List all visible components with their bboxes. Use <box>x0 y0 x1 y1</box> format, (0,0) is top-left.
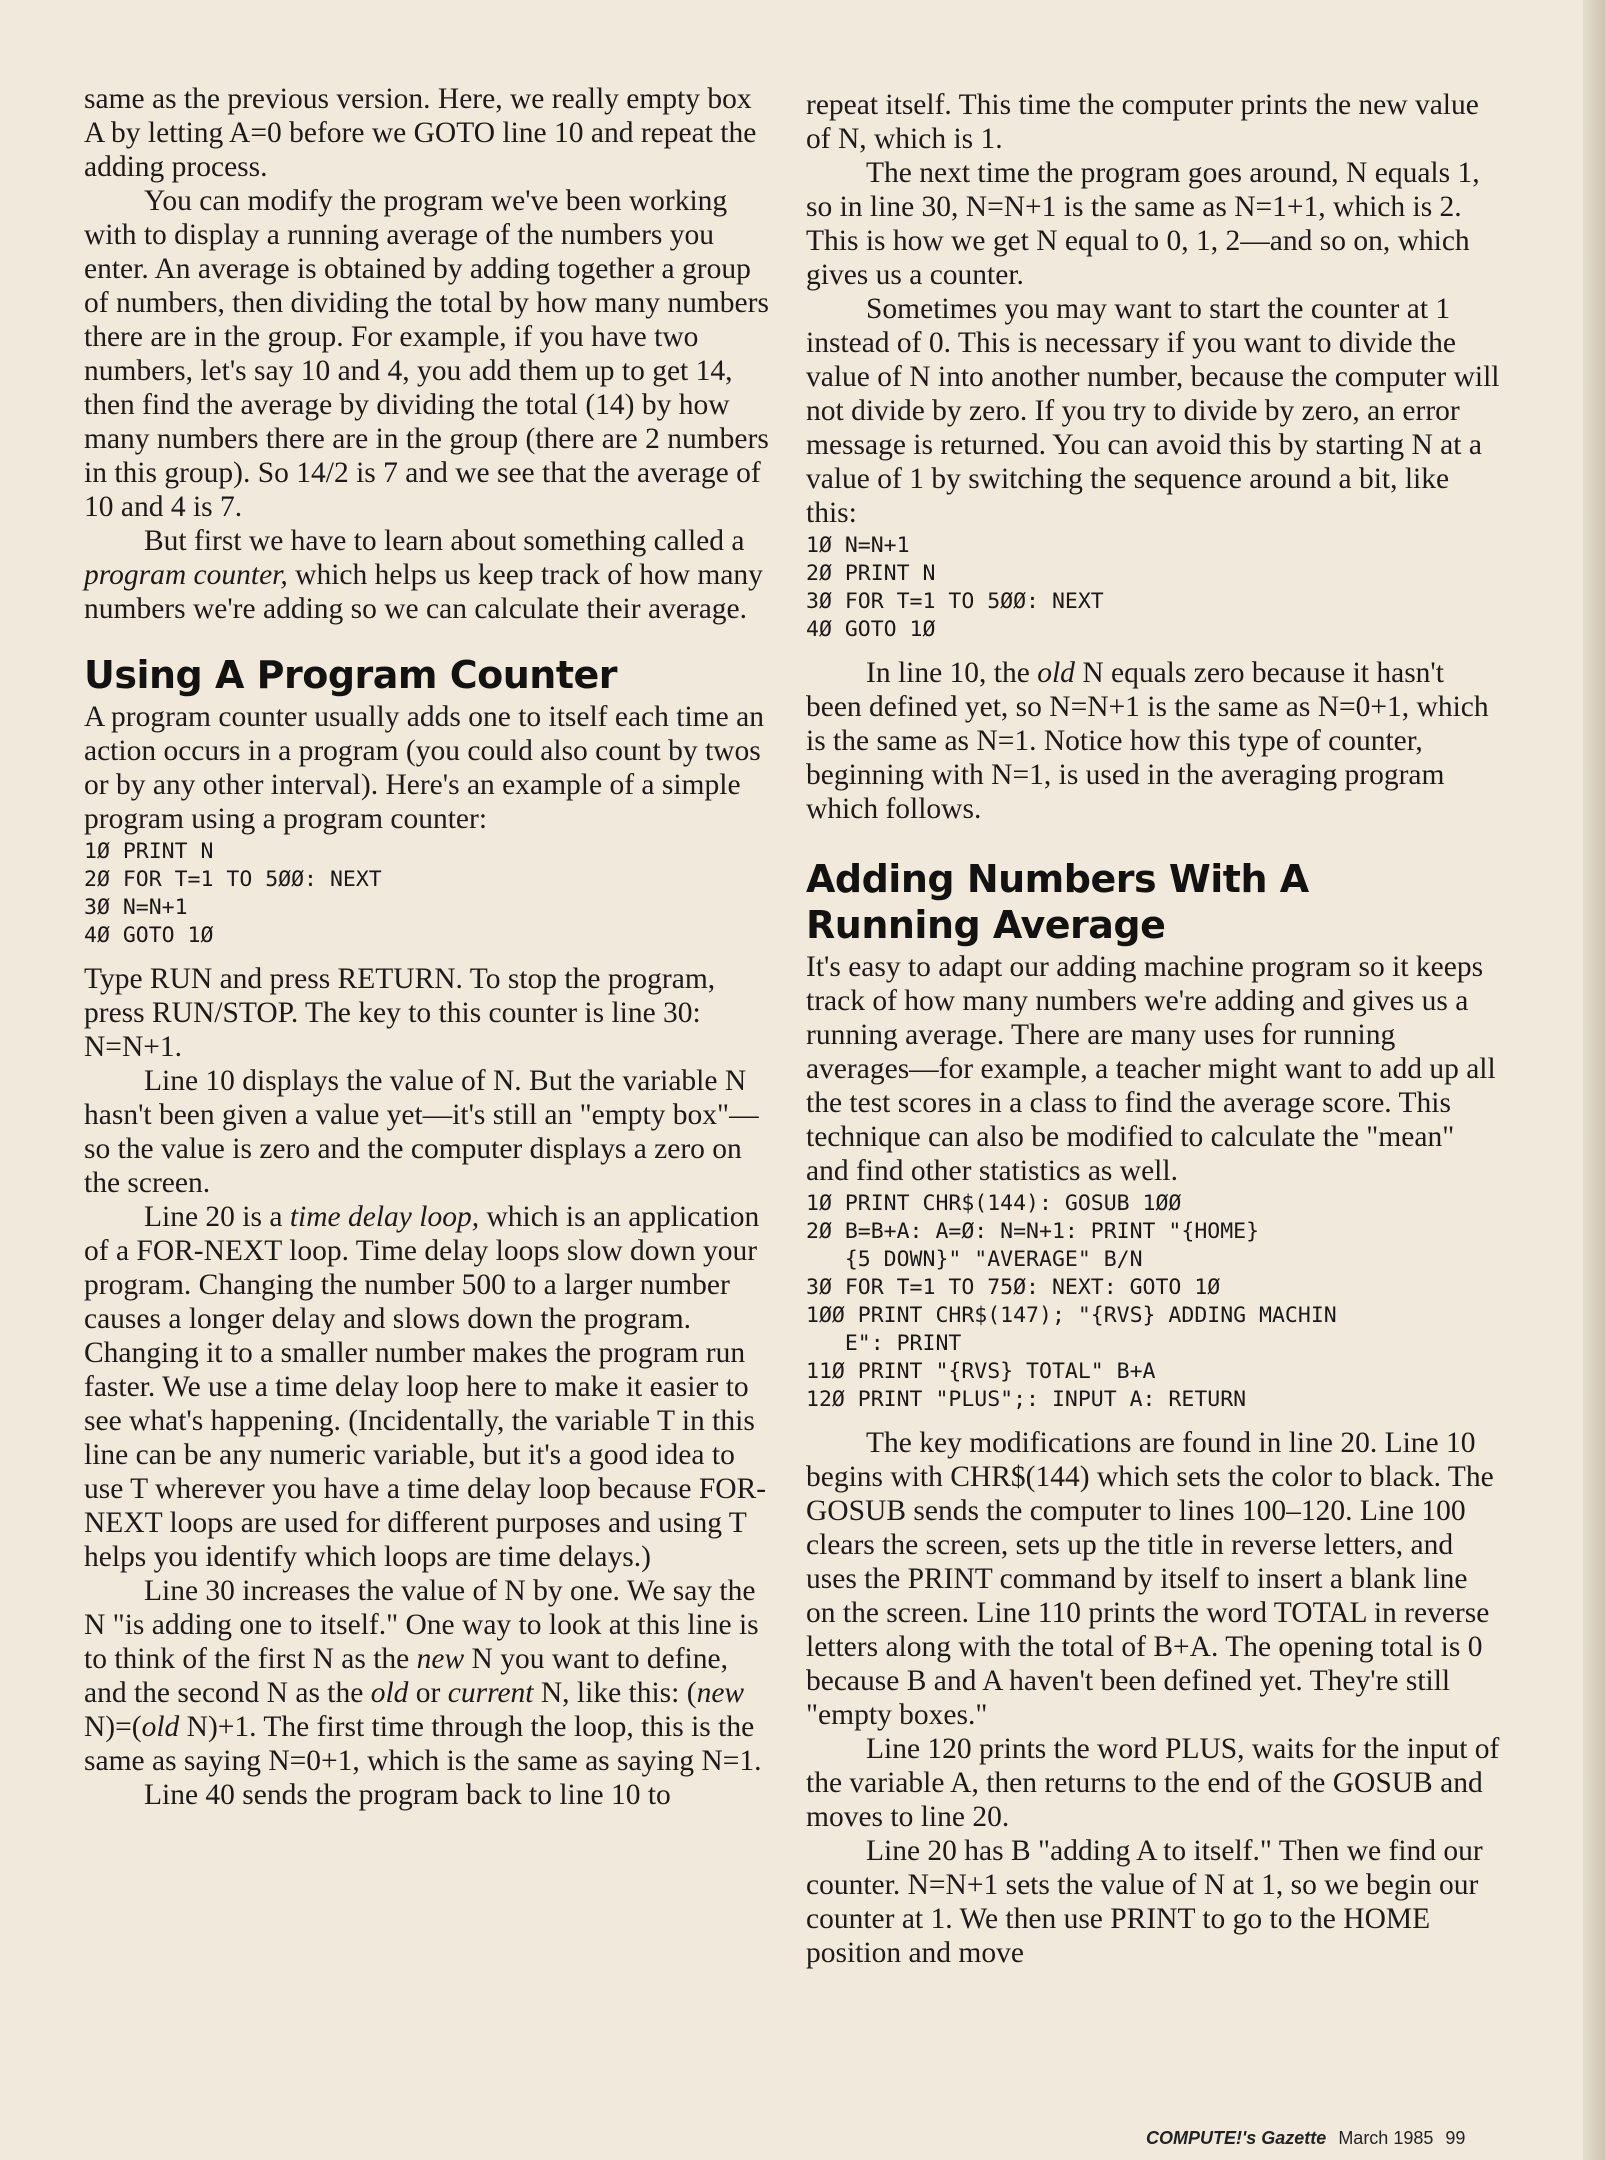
paragraph: same as the previous version. Here, we really empty box A by letting A=0 before we GOTO line 10 and repeat the adding process. <box>84 83 757 183</box>
paragraph: In line 10, the old N equals zero because it hasn't been defined yet, so N=N+1 is the same as N=0+1, which is the same as N=1. Notice how this type of counter, beginning with N=1, is used in the averaging program which follows. <box>806 657 1489 825</box>
paragraph: The next time the program goes around, N equals 1, so in line 30, N=N+1 is the same as N=1+1, which is 2. This is how we get N equal to 0, 1, 2—and so on, which gives us a counter. <box>806 157 1480 291</box>
paragraph: Sometimes you may want to start the counter at 1 instead of 0. This is necessary if you want to divide the value of N into another number, because the computer will not divide by zero. If you try to divide by zero, an error message is returned. You can avoid this by starting N at a value of 1 by switching the sequence around a bit, like this: <box>806 293 1500 529</box>
paragraph: Line 40 sends the program back to line 10 to <box>144 1779 671 1811</box>
magazine-name: COMPUTE!'s Gazette <box>1146 2128 1327 2148</box>
code-listing: 1Ø PRINT N 2Ø FOR T=1 TO 5ØØ: NEXT 3Ø N=N+1 4Ø GOTO 1Ø <box>84 839 382 948</box>
right-column <box>806 88 1500 1970</box>
paragraph: The key modifications are found in line 20. Line 10 begins with CHR$(144) which sets the color to black. The GOSUB sends the computer to lines 100–120. Line 100 clears the screen, sets up the title in reverse letters, and uses the PRINT command by itself to insert a blank line on the screen. Line 110 prints the word TOTAL in reverse letters along with the total of B+A. The opening total is 0 because B and A haven't been defined yet. They're still "empty boxes." <box>806 1427 1494 1731</box>
page-edge <box>1583 0 1605 2160</box>
paragraph: Line 120 prints the word PLUS, waits for the input of the variable A, then returns to the end of the GOSUB and moves to line 20. <box>806 1733 1500 1833</box>
paragraph: Line 20 has B "adding A to itself." Then we find our counter. N=N+1 sets the value of N at 1, so we begin our counter at 1. We then use PRINT to go to the HOME position and move <box>806 1835 1483 1969</box>
page-number: 99 <box>1445 2128 1466 2148</box>
paragraph: Line 30 increases the value of N by one. We say the N "is adding one to itself." One way to look at this line is to think of the first N as the new N you want to define, and the second N as the old or current N, like this: (new N)=(old N)+1. The first time through the loop, this is the same as saying N=0+1, which is the same as saying N=1. <box>84 1575 762 1777</box>
paragraph: A program counter usually adds one to itself each time an action occurs in a program (you could also count by twos or by any other interval). Here's an example of a simple program using a program counter: <box>84 701 764 835</box>
issue-date: March 1985 <box>1338 2128 1434 2148</box>
page-footer <box>1146 2128 1465 2149</box>
section-heading: Using A Program Counter <box>84 653 618 697</box>
paragraph: You can modify the program we've been working with to display a running average of the numbers you enter. An average is obtained by adding together a group of numbers, then dividing the total by how many numbers there are in the group. For example, if you have two numbers, let's say 10 and 4, you add them up to get 14, then find the average by dividing the total (14) by how many numbers there are in the group (there are 2 numbers in this group). So 14/2 is 7 and we see that the average of 10 and 4 is 7. <box>84 185 769 523</box>
paragraph: But first we have to learn about something called a program counter, which helps us keep track of how many numbers we're adding so we can calculate their average. <box>84 525 763 625</box>
paragraph: Line 10 displays the value of N. But the variable N hasn't been given a value yet—it's still an "empty box"—so the value is zero and the computer displays a zero on the screen. <box>84 1065 759 1199</box>
code-listing: 1Ø N=N+1 2Ø PRINT N 3Ø FOR T=1 TO 5ØØ: NEXT 4Ø GOTO 1Ø <box>806 533 1104 642</box>
paragraph: Type RUN and press RETURN. To stop the program, press RUN/STOP. The key to this counter is line 30: N=N+1. <box>84 963 716 1063</box>
section-heading: Adding Numbers With A Running Average <box>806 857 1309 947</box>
code-listing: 1Ø PRINT CHR$(144): GOSUB 1ØØ 2Ø B=B+A: A=Ø: N=N+1: PRINT "{HOME} {5 DOWN}" "AVERAGE" B/N 3Ø FOR T=1 TO 75Ø: NEXT: GOTO 1Ø 1ØØ PRINT CHR$(147); "{RVS} ADDING MACHIN E": PRINT 11Ø PRINT "{RVS} TOTAL" B+A 12Ø PRINT "PLUS";: INPUT A: RETURN <box>806 1191 1337 1412</box>
paragraph: Line 20 is a time delay loop, which is an application of a FOR-NEXT loop. Time delay loops slow down your program. Changing the number 500 to a larger number causes a longer delay and slows down the program. Changing it to a smaller number makes the program run faster. We use a time delay loop here to make it easier to see what's happening. (Incidentally, the variable T in this line can be any numeric variable, but it's a good idea to use T wherever you have a time delay loop because FOR-NEXT loops are used for different purposes and using T helps you identify which loops are time delays.) <box>84 1201 767 1573</box>
paragraph: It's easy to adapt our adding machine program so it keeps track of how many numbers we're adding and gives us a running average. There are many uses for running averages—for example, a teacher might want to add up all the test scores in a class to find the average score. This technique can also be modified to calculate the "mean" and find other statistics as well. <box>806 951 1496 1187</box>
paragraph: repeat itself. This time the computer prints the new value of N, which is 1. <box>806 89 1479 155</box>
left-column <box>84 82 774 1812</box>
